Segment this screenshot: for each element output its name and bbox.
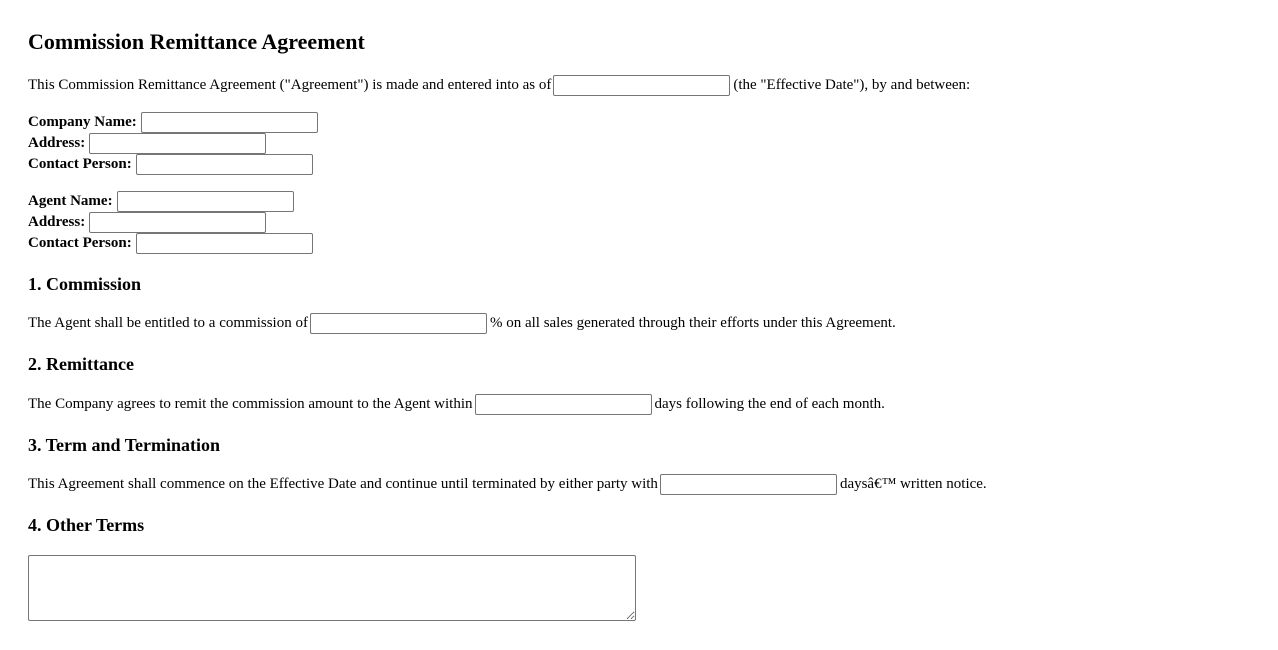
company-contact-label: Contact Person: <box>28 156 132 172</box>
company-name-input[interactable] <box>141 112 318 133</box>
agent-name-input[interactable] <box>117 191 294 212</box>
intro-text-before: This Commission Remittance Agreement ("Agreement") is made and entered into as of <box>28 77 552 93</box>
term-text-before: This Agreement shall commence on the Effective Date and continue until terminated by either party with <box>28 476 658 492</box>
section-remittance-heading: 2. Remittance <box>28 354 134 374</box>
commission-text-after: % on all sales generated through their efforts under this Agreement. <box>489 315 896 331</box>
company-address-label: Address: <box>28 135 86 151</box>
agent-address-input[interactable] <box>89 212 266 233</box>
company-contact-row <box>28 153 316 175</box>
commission-paragraph <box>28 312 896 334</box>
section-commission-heading: 1. Commission <box>28 274 142 294</box>
commission-percent-input[interactable] <box>310 313 487 334</box>
agent-contact-input[interactable] <box>136 233 313 254</box>
company-contact-input[interactable] <box>136 154 313 175</box>
agent-contact-row <box>28 232 316 254</box>
other-terms-textarea[interactable] <box>28 555 636 621</box>
section-term-heading: 3. Term and Termination <box>28 435 221 455</box>
agent-address-label: Address: <box>28 214 86 230</box>
agent-name-row <box>28 190 297 212</box>
effective-date-input[interactable] <box>553 75 730 96</box>
intro-text-after: (the "Effective Date"), by and between: <box>733 77 971 93</box>
remittance-text-before: The Company agrees to remit the commission amount to the Agent within <box>28 396 473 412</box>
agent-contact-label: Contact Person: <box>28 235 132 251</box>
remittance-paragraph <box>28 393 885 415</box>
section-other-terms-heading: 4. Other Terms <box>28 515 145 535</box>
term-text-after: daysâ€™ written notice. <box>839 476 987 492</box>
remittance-text-after: days following the end of each month. <box>654 396 885 412</box>
intro-paragraph <box>28 74 970 96</box>
notice-days-input[interactable] <box>660 474 837 495</box>
remittance-days-input[interactable] <box>475 394 652 415</box>
term-paragraph <box>28 473 987 495</box>
agent-address-row <box>28 211 269 233</box>
page-title: Commission Remittance Agreement <box>28 29 365 54</box>
agent-name-label: Agent Name: <box>28 193 113 209</box>
commission-text-before: The Agent shall be entitled to a commission of <box>28 315 308 331</box>
company-address-row <box>28 132 269 154</box>
company-name-label: Company Name: <box>28 114 137 130</box>
company-name-row <box>28 111 321 133</box>
company-address-input[interactable] <box>89 133 266 154</box>
